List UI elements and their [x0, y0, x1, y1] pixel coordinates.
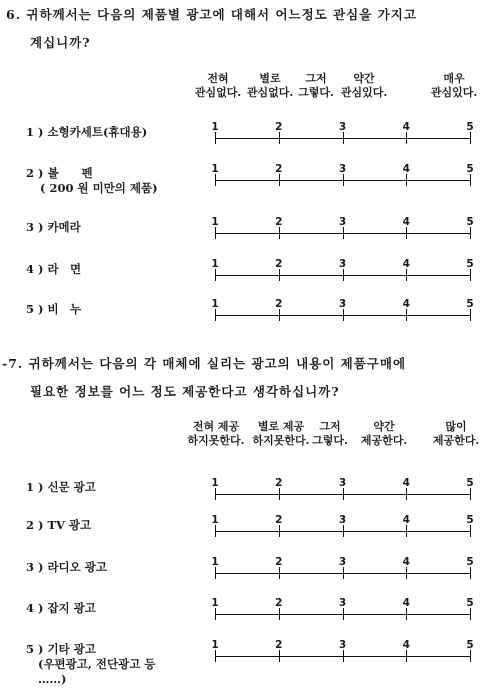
scale-number: 1	[211, 597, 219, 609]
scale-number: 5	[466, 597, 474, 609]
scale-number: 4	[402, 477, 410, 489]
scale-number: 3	[338, 514, 347, 526]
scale-number: 5	[466, 216, 474, 228]
question-6-text-line1: 귀하께서는 다음의 제품별 광고에 대해서 어느정도 관심을 가지고	[26, 7, 417, 22]
question-7-text-line2: 필요한 정보를 어느 정도 제공한다고 생각하십니까?	[30, 384, 340, 399]
scale-tick[interactable]	[279, 488, 280, 500]
scale-number: 2	[275, 121, 283, 133]
scale-tick[interactable]	[279, 650, 280, 662]
scale-number: 4	[402, 514, 410, 526]
scale-number: 5	[466, 556, 474, 568]
q7-header-3: 그저 그렇다.	[312, 420, 348, 447]
scale-tick[interactable]	[279, 567, 280, 579]
q6-item-3: 3 ) 카메라	[26, 220, 81, 234]
scale-number: 1	[211, 163, 219, 175]
scale-number: 2	[275, 163, 283, 175]
scale-number: 3	[338, 556, 347, 568]
scale-tick[interactable]	[470, 227, 471, 239]
q7-item-5: 5 ) 기타 광고 (우편광고, 전단광고 등 ……)	[26, 642, 156, 686]
question-6-line1	[6, 5, 417, 23]
scale-tick[interactable]	[406, 567, 407, 579]
q7-header-4: 약간 제공한다.	[360, 420, 408, 447]
scale-tick[interactable]	[343, 269, 344, 281]
scale-number: 5	[466, 298, 474, 310]
scale-tick[interactable]	[343, 567, 344, 579]
scale-tick[interactable]	[215, 132, 216, 144]
scale-tick[interactable]	[215, 567, 216, 579]
scale-tick[interactable]	[215, 488, 216, 500]
q6-scale-2[interactable]	[211, 163, 474, 188]
q6-item-2: 2 ) 볼 펜 ( 200 원 미만의 제품)	[26, 166, 158, 195]
q7-item-3: 3 ) 라디오 광고	[26, 560, 107, 574]
scale-tick[interactable]	[406, 227, 407, 239]
q6-scale-4[interactable]	[211, 258, 474, 283]
scale-tick[interactable]	[470, 650, 471, 662]
scale-tick[interactable]	[406, 650, 407, 662]
q6-header-2: 별로 관심없다.	[246, 72, 294, 99]
scale-number: 3	[338, 639, 347, 651]
q6-scale-1[interactable]	[211, 121, 474, 146]
scale-number: 3	[338, 477, 347, 489]
scale-tick[interactable]	[343, 309, 344, 321]
scale-tick[interactable]	[343, 227, 344, 239]
scale-tick[interactable]	[343, 132, 344, 144]
question-6-number: 6.	[6, 7, 22, 22]
scale-number: 3	[338, 258, 347, 270]
scale-number: 2	[275, 597, 283, 609]
scale-tick[interactable]	[279, 174, 280, 186]
scale-tick[interactable]	[279, 132, 280, 144]
scale-number: 3	[338, 216, 347, 228]
scale-tick[interactable]	[215, 309, 216, 321]
scale-number: 2	[275, 477, 283, 489]
scale-number: 5	[466, 477, 474, 489]
scale-tick[interactable]	[343, 525, 344, 537]
q6-header-5: 매우 관심있다.	[430, 72, 478, 99]
scale-number: 4	[402, 639, 410, 651]
scale-number: 1	[211, 258, 219, 270]
scale-number: 4	[402, 258, 410, 270]
scale-number: 1	[211, 216, 219, 228]
scale-tick[interactable]	[215, 608, 216, 620]
scale-tick[interactable]	[279, 525, 280, 537]
scale-tick[interactable]	[215, 269, 216, 281]
scale-tick[interactable]	[470, 488, 471, 500]
scale-number: 2	[275, 258, 283, 270]
scale-number: 2	[275, 556, 283, 568]
scale-tick[interactable]	[406, 309, 407, 321]
q6-item-1: 1 ) 소형카세트(휴대용)	[26, 125, 148, 139]
scale-tick[interactable]	[215, 525, 216, 537]
scale-tick[interactable]	[343, 174, 344, 186]
q7-item-1: 1 ) 신문 광고	[26, 480, 96, 494]
scale-number: 1	[211, 639, 219, 651]
scale-number: 3	[338, 597, 347, 609]
scale-number: 5	[466, 121, 474, 133]
q7-header-1: 전혀 제공 하지못한다.	[187, 420, 245, 447]
q6-header-1: 전혀 관심없다.	[194, 72, 242, 99]
scale-tick[interactable]	[470, 269, 471, 281]
q7-scale-1[interactable]	[211, 477, 474, 502]
scale-number: 2	[275, 216, 283, 228]
scale-number: 4	[402, 216, 410, 228]
q6-header-4: 약간 관심있다.	[340, 72, 388, 99]
scale-tick[interactable]	[279, 269, 280, 281]
q7-item-2: 2 ) TV 광고	[26, 518, 92, 532]
q6-scale-5[interactable]	[211, 298, 474, 323]
q6-item-4: 4 ) 라 면	[26, 262, 82, 276]
scale-tick[interactable]	[279, 608, 280, 620]
scale-tick[interactable]	[406, 525, 407, 537]
q6-item-5: 5 ) 비 누	[26, 302, 82, 316]
scale-number: 3	[338, 163, 347, 175]
q7-header-5: 많이 제공한다.	[432, 420, 480, 447]
q7-scale-4[interactable]	[211, 597, 474, 622]
q7-scale-5[interactable]	[211, 639, 474, 664]
scale-number: 2	[275, 298, 283, 310]
question-7-text-line1: 귀하께서는 다음의 각 매체에 실리는 광고의 내용이 제품구매에	[28, 356, 407, 371]
q7-item-4: 4 ) 잡지 광고	[26, 601, 96, 615]
scale-number: 4	[402, 597, 410, 609]
scale-number: 4	[402, 121, 410, 133]
question-6-text-line2: 계십니까?	[30, 35, 91, 50]
scale-tick[interactable]	[406, 174, 407, 186]
scale-number: 1	[211, 298, 219, 310]
scale-number: 4	[402, 298, 410, 310]
scale-tick[interactable]	[470, 525, 471, 537]
scale-number: 3	[338, 121, 347, 133]
q6-header-3: 그저 그렇다.	[298, 72, 334, 99]
scale-tick[interactable]	[470, 608, 471, 620]
scale-number: 2	[275, 514, 283, 526]
scale-number: 5	[466, 163, 474, 175]
scale-tick[interactable]	[470, 567, 471, 579]
q7-scale-2[interactable]	[211, 514, 474, 539]
scale-tick[interactable]	[215, 174, 216, 186]
scale-tick[interactable]	[470, 309, 471, 321]
scale-tick[interactable]	[343, 608, 344, 620]
scale-tick[interactable]	[343, 488, 344, 500]
scale-number: 5	[466, 514, 474, 526]
scale-number: 1	[211, 121, 219, 133]
scale-number: 4	[402, 163, 410, 175]
scale-number: 1	[211, 556, 219, 568]
scale-tick[interactable]	[343, 650, 344, 662]
scale-number: 1	[211, 477, 219, 489]
scale-number: 3	[338, 298, 347, 310]
question-7-line1	[2, 354, 406, 372]
scale-tick[interactable]	[406, 488, 407, 500]
scale-tick[interactable]	[279, 227, 280, 239]
scale-number: 2	[275, 639, 283, 651]
scale-tick[interactable]	[279, 309, 280, 321]
scale-tick[interactable]	[215, 650, 216, 662]
scale-number: 5	[466, 639, 474, 651]
q7-scale-3[interactable]	[211, 556, 474, 581]
scale-tick[interactable]	[406, 608, 407, 620]
q6-scale-3[interactable]	[211, 216, 474, 241]
scale-tick[interactable]	[406, 269, 407, 281]
scale-tick[interactable]	[406, 132, 407, 144]
scale-tick[interactable]	[470, 174, 471, 186]
scale-number: 1	[211, 514, 219, 526]
question-7-number: -7.	[2, 356, 24, 371]
scale-number: 5	[466, 258, 474, 270]
scale-number: 4	[402, 556, 410, 568]
q7-header-2: 별로 제공 하지못한다.	[252, 420, 310, 447]
scale-tick[interactable]	[215, 227, 216, 239]
scale-tick[interactable]	[470, 132, 471, 144]
